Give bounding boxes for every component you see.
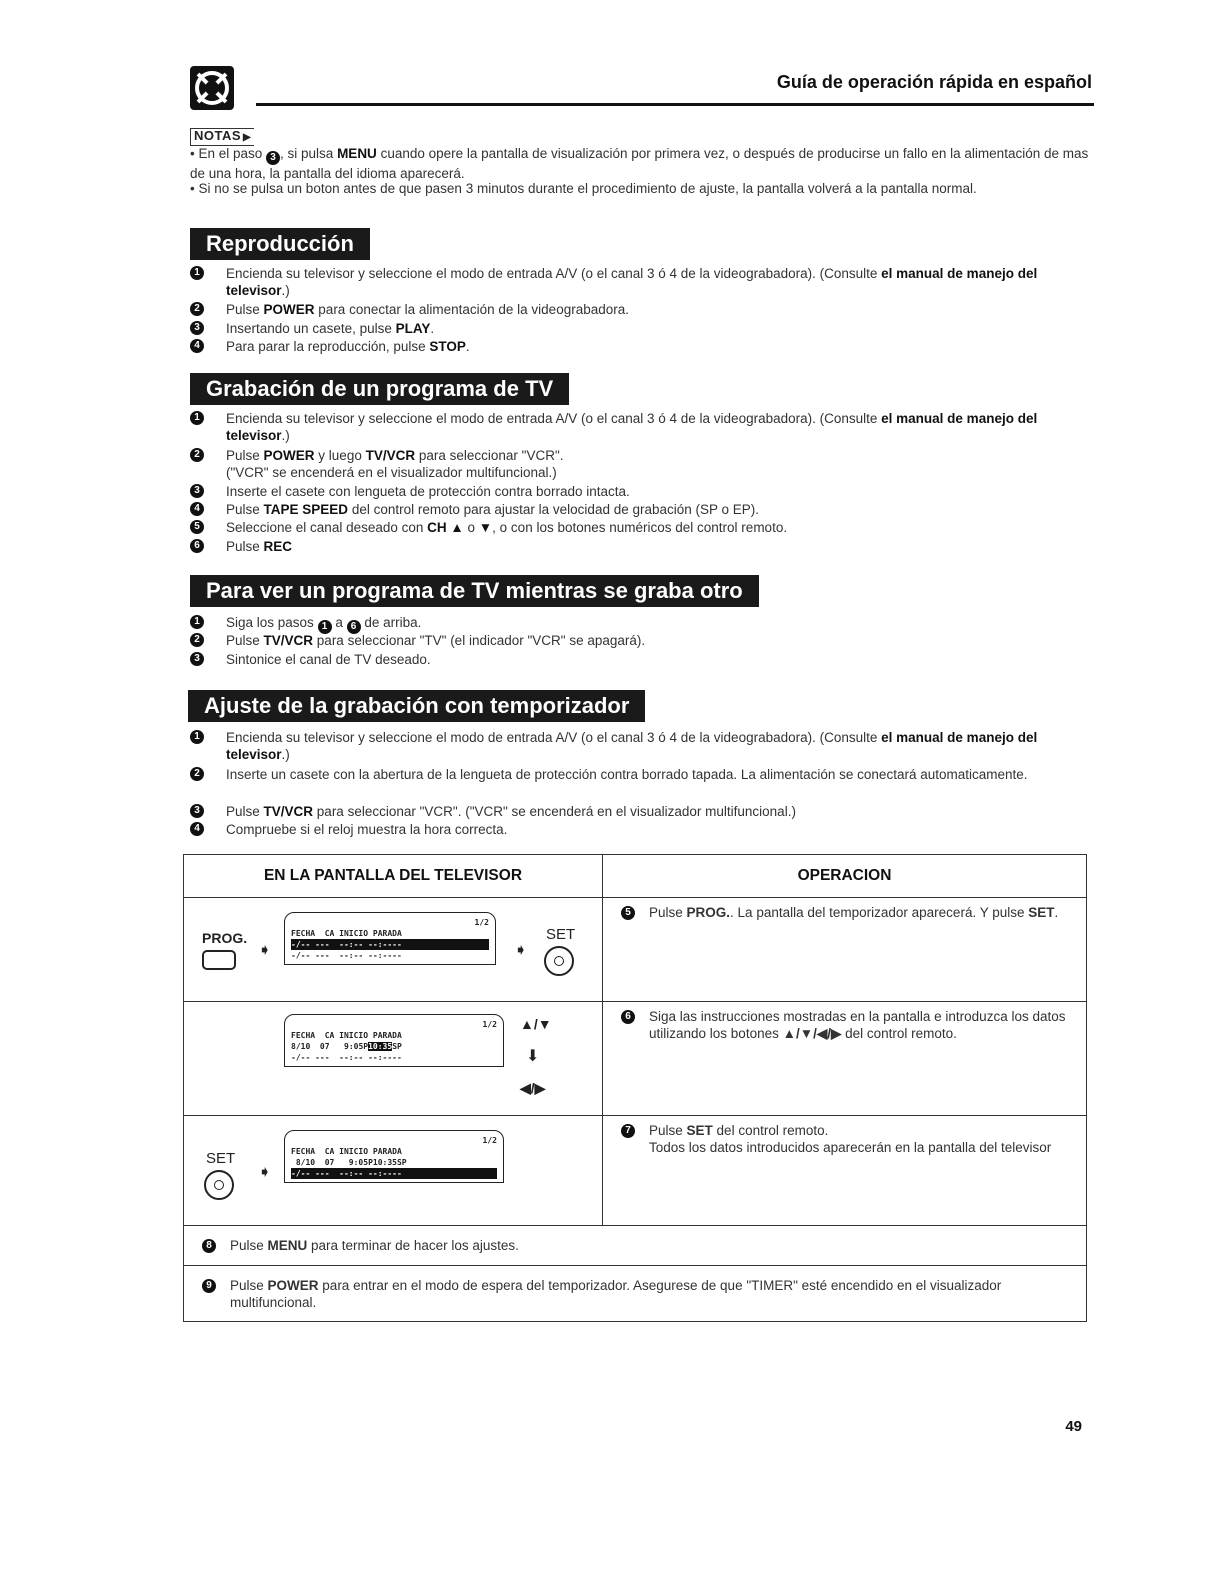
- tv-screen-3: 1/2 FECHA CA INICIO PARADA 8/10 07 9:05P10:35SP -/-- --- --:-- --:----: [284, 1130, 504, 1183]
- left-right-arrows-icon: ◀/▶: [520, 1080, 546, 1096]
- table-row-6-operation: 6 Siga las instrucciones mostradas en la pantalla e introduzca los datos utilizando los botones ▲/▼/◀/▶ del control remoto.: [603, 1002, 1087, 1116]
- set-button-icon: [204, 1170, 234, 1200]
- tv-screen-1: 1/2 FECHA CA INICIO PARADA -/-- --- --:-- --:---- -/-- --- --:-- --:----: [284, 912, 496, 965]
- table-row-5-screen: [184, 898, 603, 1002]
- grab-step-6: 6 Pulse REC: [190, 538, 1094, 555]
- ver-step-1: 1 Siga los pasos 1 a 6 de arriba.: [190, 614, 1094, 634]
- table-header-operation: OPERACION: [603, 855, 1087, 898]
- repro-step-2: 2 Pulse POWER para conectar la alimentación de la videograbadora.: [190, 301, 1094, 318]
- grab-step-5: 5 Seleccione el canal deseado con CH ▲ o ▼, o con los botones numéricos del control remoto.: [190, 519, 1094, 536]
- page-number: 49: [1065, 1418, 1082, 1435]
- section-title-grabacion: Grabación de un programa de TV: [190, 373, 569, 405]
- table-row-7-operation: 7 Pulse SET del control remoto. Todos los datos introducidos aparecerán en la pantalla del televisor: [603, 1116, 1087, 1226]
- ajuste-step-4: 4 Compruebe si el reloj muestra la hora correcta.: [190, 821, 1094, 838]
- ajuste-step-1: 1 Encienda su televisor y seleccione el modo de entrada A/V (o el canal 3 ó 4 de la videograbadora). (Consulte el manual de manejo del televisor.): [190, 729, 1094, 763]
- section-title-reproduccion: Reproducción: [190, 228, 370, 260]
- grab-step-1: 1 Encienda su televisor y seleccione el modo de entrada A/V (o el canal 3 ó 4 de la videograbadora). (Consulte el manual de manejo del televisor.): [190, 410, 1094, 444]
- repro-step-3: 3 Insertando un casete, pulse PLAY.: [190, 320, 1094, 337]
- ver-step-3: 3 Sintonice el canal de TV deseado.: [190, 651, 1094, 668]
- ver-step-2: 2 Pulse TV/VCR para seleccionar "TV" (el indicador "VCR" se apagará).: [190, 632, 1094, 649]
- prog-label: PROG.: [202, 930, 248, 946]
- notes-label: NOTAS ▶: [190, 128, 254, 146]
- set-label: SET: [546, 926, 576, 943]
- arrow-right-icon: ➧: [258, 942, 272, 959]
- grab-step-4: 4 Pulse TAPE SPEED del control remoto para ajustar la velocidad de grabación (SP o EP).: [190, 501, 1094, 518]
- spanish-guide-icon: [190, 66, 234, 110]
- table-row-8: 8 Pulse MENU para terminar de hacer los ajustes.: [184, 1226, 1087, 1266]
- note-item-2: • Si no se pulsa un boton antes de que pasen 3 minutos durante el procedimiento de ajuste, la pantalla volverá a la pantalla normal.: [190, 181, 977, 196]
- arrow-right-icon: ➧: [514, 942, 528, 959]
- table-row-5-operation: 5 Pulse PROG.. La pantalla del temporizador aparecerá. Y pulse SET.: [603, 898, 1087, 1002]
- set-button-icon: [544, 946, 574, 976]
- section-title-ver: Para ver un programa de TV mientras se graba otro: [190, 575, 759, 607]
- repro-step-4: 4 Para parar la reproducción, pulse STOP.: [190, 338, 1094, 355]
- tv-screen-2: 1/2 FECHA CA INICIO PARADA 8/10 07 9:05P10:35SP -/-- --- --:-- --:----: [284, 1014, 504, 1067]
- table-row-9: 9 Pulse POWER para entrar en el modo de espera del temporizador. Asegurese de que "TIMER" esté encendido en el visualizador multifuncional.: [184, 1266, 1087, 1322]
- table-row-6-screen: [184, 1002, 603, 1116]
- ajuste-step-2: 2 Inserte un casete con la abertura de la lengueta de protección contra borrado tapada. La alimentación se conectará automaticamente.: [190, 766, 1094, 783]
- header-rule: [256, 103, 1094, 106]
- section-title-ajuste: Ajuste de la grabación con temporizador: [188, 690, 645, 722]
- arrow-down-icon: ⬇: [526, 1048, 540, 1065]
- note-item-1: • En el paso 3 , si pulsa MENU cuando opere la pantalla de visualización por primera vez, o después de producirse un fallo en la alimentación de mas de una hora, la pantalla del idioma aparecerá.: [190, 146, 1089, 181]
- table-row-7-screen: [184, 1116, 603, 1226]
- header-title: Guía de operación rápida en español: [776, 72, 1092, 92]
- grab-step-2: 2 Pulse POWER y luego TV/VCR para seleccionar "VCR". ("VCR" se encenderá en el visualizador multifuncional.): [190, 447, 1094, 481]
- prog-button-icon: [202, 950, 236, 970]
- set-label: SET: [206, 1150, 236, 1167]
- repro-step-1: 1 Encienda su televisor y seleccione el modo de entrada A/V (o el canal 3 ó 4 de la videograbadora). (Consulte el manual de manejo del televisor.): [190, 265, 1094, 299]
- arrow-right-icon: ➧: [258, 1164, 272, 1181]
- ajuste-step-3: 3 Pulse TV/VCR para seleccionar "VCR". ("VCR" se encenderá en el visualizador multifuncional.): [190, 803, 1094, 820]
- grab-step-3: 3 Inserte el casete con lengueta de protección contra borrado intacta.: [190, 483, 1094, 500]
- timer-operation-table: [183, 854, 1087, 1322]
- up-down-arrows-icon: ▲/▼: [520, 1016, 552, 1032]
- table-header-screen: EN LA PANTALLA DEL TELEVISOR: [184, 855, 603, 898]
